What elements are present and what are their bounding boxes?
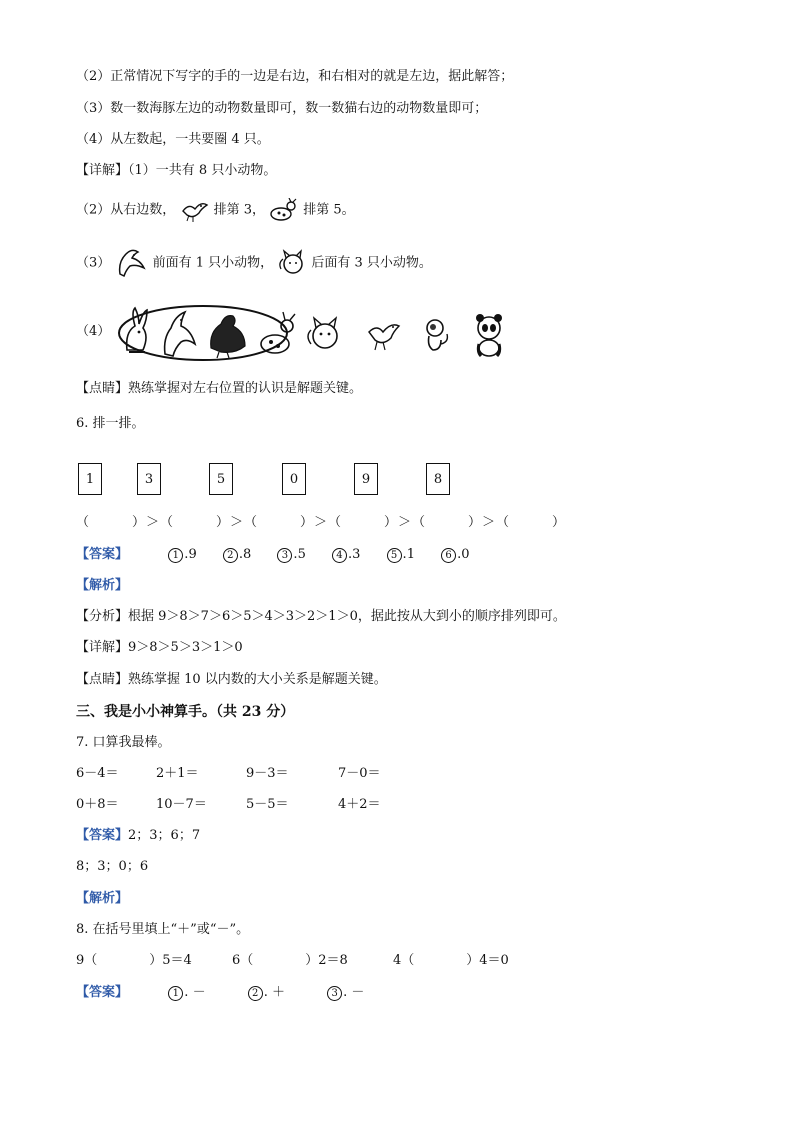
point-line: 【点睛】熟练掌握对左右位置的认识是解题关键。 <box>76 381 363 396</box>
q7-answer-2: 8；3；0；6 <box>76 859 149 874</box>
answer-item: 1 . － <box>168 984 205 1002</box>
q7-title: 7. 口算我最棒。 <box>76 735 171 750</box>
calc-item: 10－7＝ <box>156 797 207 812</box>
analysis-line-3: （3）数一数海豚左边的动物数量即可，数一数猫右边的动物数量即可； <box>76 101 488 116</box>
detail-4-prefix: （4） <box>76 324 111 339</box>
cat-icon <box>277 249 307 277</box>
q6-answer-line <box>76 546 492 564</box>
bird-icon <box>179 197 209 223</box>
calc-item: 7－0＝ <box>338 766 381 781</box>
answer-item: 2 .8 <box>223 546 251 564</box>
detail-3-mid: 前面有 1 只小动物， <box>152 255 274 271</box>
calc-item: 6－4＝ <box>76 766 119 781</box>
fenxi-line: 【分析】根据 9＞8＞7＞6＞5＞4＞3＞2＞1＞0，据此按从大到小的顺序排列即可。 <box>76 609 566 624</box>
answer-item: 3 .5 <box>277 546 305 564</box>
dolphin-icon <box>165 312 195 356</box>
detail-3-prefix: （3） <box>76 255 111 271</box>
number-card: 0 <box>282 463 306 495</box>
jiexi-tag: 【解析】 <box>76 578 129 593</box>
pigeon-icon <box>211 316 245 358</box>
answer-item: 5 .1 <box>387 546 415 564</box>
jiexi-tag: 【解析】 <box>76 891 129 906</box>
number-card: 5 <box>209 463 233 495</box>
answer-tag: 【答案】 <box>76 547 129 562</box>
fill-item: 6（ ）2＝8 <box>232 953 348 968</box>
q7-answer-line <box>76 827 200 845</box>
fill-item: 4（ ）4＝0 <box>393 953 509 968</box>
fill-item: 9（ ）5＝4 <box>76 953 192 968</box>
q8-title: 8. 在括号里填上“＋”或“－”。 <box>76 922 250 937</box>
detail-3-suffix: 后面有 3 只小动物。 <box>311 255 432 271</box>
analysis-line-4: （4）从左数起，一共要圈 4 只。 <box>76 132 270 147</box>
analysis-line-2: （2）正常情况下写字的手的一边是右边，和右相对的就是左边，据此解答； <box>76 69 514 84</box>
calc-item: 0＋8＝ <box>76 797 119 812</box>
calc-item: 5－5＝ <box>246 797 289 812</box>
answer-tag: 【答案】 <box>76 828 129 843</box>
dianjing-line: 【点睛】熟练掌握 10 以内数的大小关系是解题关键。 <box>76 672 387 687</box>
xiangjie-line: 【详解】9＞8＞5＞3＞1＞0 <box>76 640 243 655</box>
answer-tag: 【答案】 <box>76 985 129 1000</box>
number-card: 8 <box>426 463 450 495</box>
q8-items <box>76 952 509 970</box>
cat-icon <box>308 318 337 348</box>
q7-answer-1: 2；3；6；7 <box>128 828 201 843</box>
calc-item: 9－3＝ <box>246 766 289 781</box>
deer-icon <box>261 312 295 353</box>
q6-title: 6. 排一排。 <box>76 416 145 431</box>
answer-item: 4 .3 <box>332 546 360 564</box>
number-card: 3 <box>137 463 161 495</box>
monkey-icon <box>427 320 447 350</box>
detail-line-3 <box>76 246 432 280</box>
number-card: 9 <box>354 463 378 495</box>
detail-2-prefix: （2）从右边数， <box>76 202 176 218</box>
answer-item: 2 . ＋ <box>248 984 285 1002</box>
circled-animals-illustration <box>115 302 515 364</box>
calc-row-2 <box>76 796 381 814</box>
section-title: 三、我是小小神算手。（共 23 分） <box>76 704 295 720</box>
calc-item: 4＋2＝ <box>338 797 381 812</box>
number-card: 1 <box>78 463 102 495</box>
deer-icon <box>269 198 299 222</box>
detail-line-2 <box>76 197 355 223</box>
detail-2-suffix: 排第 5。 <box>303 202 355 218</box>
detail-line-1 <box>76 162 276 180</box>
answer-item: 6 .0 <box>441 546 469 564</box>
detail-tag: 【详解】 <box>76 163 129 178</box>
answer-item: 3 . － <box>327 984 364 1002</box>
q8-answer-line <box>76 984 386 1002</box>
panda-icon <box>476 314 502 356</box>
answer-item: 1 .9 <box>168 546 196 564</box>
calc-item: 2＋1＝ <box>156 766 199 781</box>
q6-blanks: （ ）＞（ ）＞（ ）＞（ ）＞（ ）＞（ ） <box>76 515 567 530</box>
dolphin-icon <box>114 246 148 280</box>
calc-row-1 <box>76 765 381 783</box>
bird-icon <box>369 325 399 350</box>
detail-text-1: （1）一共有 8 只小动物。 <box>128 163 277 178</box>
detail-2-mid: 排第 3， <box>213 202 265 218</box>
